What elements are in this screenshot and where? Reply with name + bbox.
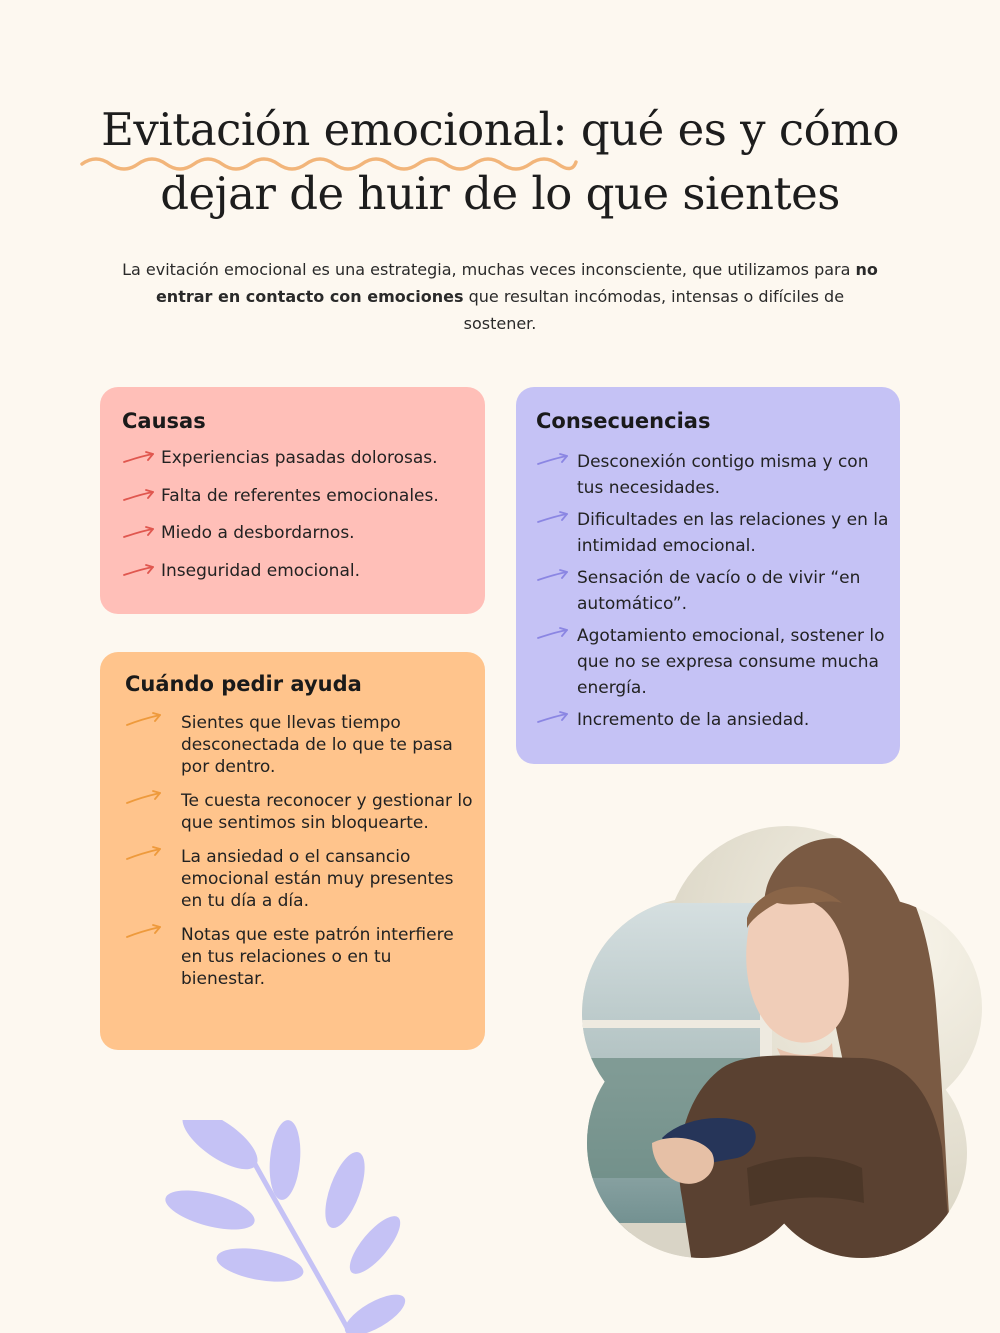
consecuencias-list	[536, 449, 890, 733]
list-item	[536, 707, 890, 733]
list-item-text: Inseguridad emocional.	[161, 560, 360, 581]
arrow-right-icon	[125, 924, 163, 940]
list-item	[122, 560, 485, 598]
list-item-text: Incremento de la ansiedad.	[577, 710, 810, 730]
list-item	[536, 507, 890, 559]
list-item	[125, 790, 473, 834]
title-line1-rest: qué es y cómo	[567, 103, 899, 156]
arrow-right-icon	[536, 627, 570, 641]
list-item-text: Sensación de vacío o de vivir “en automático”.	[577, 568, 861, 614]
list-item-text: Falta de referentes emocionales.	[161, 485, 439, 506]
list-item-text: Miedo a desbordarnos.	[161, 523, 355, 543]
list-item-text: Sientes que llevas tiempo desconectada de lo que te pasa por dentro.	[181, 713, 453, 777]
list-item-text: Notas que este patrón interfiere en tus relaciones o en tu bienestar.	[181, 925, 454, 989]
intro-paragraph	[120, 256, 880, 337]
wavy-underline-icon	[80, 152, 580, 176]
list-item	[536, 623, 890, 701]
list-item	[122, 447, 485, 485]
consecuencias-card	[516, 387, 900, 764]
ayuda-heading: Cuándo pedir ayuda	[125, 672, 362, 696]
consecuencias-heading: Consecuencias	[536, 409, 711, 433]
list-item-text: Agotamiento emocional, sostener lo que no se expresa consume mucha energía.	[577, 626, 885, 698]
list-item	[125, 846, 473, 912]
arrow-right-icon	[125, 712, 163, 728]
list-item	[536, 449, 890, 501]
arrow-right-icon	[122, 564, 156, 578]
list-item	[122, 522, 485, 560]
arrow-right-icon	[125, 846, 163, 862]
cuando-pedir-ayuda-card	[100, 652, 485, 1050]
leaf-branch-icon	[160, 1120, 420, 1333]
list-item	[536, 565, 890, 617]
arrow-right-icon	[536, 453, 570, 467]
arrow-right-icon	[122, 526, 156, 540]
causas-card	[100, 387, 485, 614]
arrow-right-icon	[536, 569, 570, 583]
list-item	[125, 924, 473, 990]
intro-bold-text: no entrar en contacto con emociones	[155, 260, 878, 306]
arrow-right-icon	[122, 489, 156, 503]
title-highlight: Evitación emocional:	[101, 103, 568, 156]
arrow-right-icon	[536, 711, 570, 725]
arrow-right-icon	[125, 790, 163, 806]
list-item-text: Dificultades en las relaciones y en la intimidad emocional.	[577, 510, 889, 556]
causas-list	[122, 447, 485, 597]
list-item-text: Experiencias pasadas dolorosas.	[161, 448, 438, 468]
list-item-text: La ansiedad o el cansancio emocional están muy presentes en tu día a día.	[181, 847, 454, 911]
list-item	[122, 485, 485, 523]
list-item	[125, 712, 473, 778]
title-line-2: dejar de huir de lo que sientes	[160, 167, 840, 220]
arrow-right-icon	[536, 511, 570, 525]
arrow-right-icon	[122, 451, 156, 465]
list-item-text: Te cuesta reconocer y gestionar lo que sentimos sin bloquearte.	[181, 791, 473, 833]
woman-sitting-by-window-photo	[572, 808, 992, 1263]
intro-text-end: que resultan incómodas, intensas o difíciles de sostener.	[463, 287, 845, 333]
intro-text-start: La evitación emocional es una estrategia, muchas veces inconsciente, que utilizamos para	[122, 260, 856, 279]
ayuda-list	[125, 712, 473, 990]
causas-heading: Causas	[122, 409, 206, 433]
list-item-text: Desconexión contigo misma y con tus necesidades.	[577, 452, 869, 498]
